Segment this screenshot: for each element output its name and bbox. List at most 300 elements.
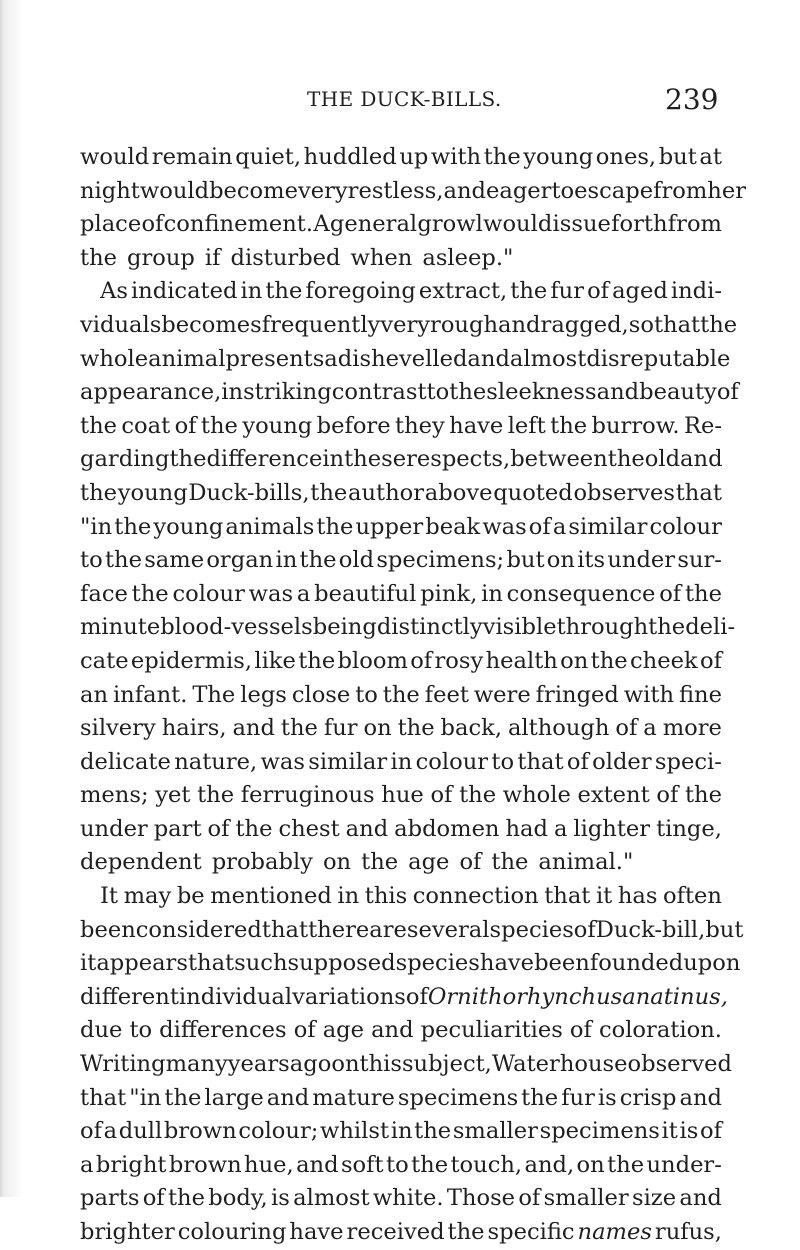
word: in [481,580,503,607]
word: several [406,916,490,943]
word: older [592,748,652,775]
word: of [716,379,739,406]
word: these [344,446,407,473]
word: abdomen [394,815,500,842]
page-binding-edge [0,0,24,1197]
word: the [361,849,399,876]
word: and [371,1017,414,1044]
word: chest [278,815,340,842]
word: different [80,983,179,1010]
word: but [658,144,697,170]
word: connection [412,883,539,910]
word: almost [293,1185,370,1212]
word: crisp [619,1084,677,1111]
word: on [363,715,392,742]
word: of [659,580,682,607]
word: more [662,715,722,742]
word: but [506,547,545,574]
word: of [459,849,482,876]
word: that [80,1084,127,1111]
word: close [291,681,351,708]
word: brown [168,1151,242,1178]
word: soft [340,1151,384,1178]
word: mentioned [210,883,332,910]
word: to [355,681,378,708]
word: Re- [683,412,722,439]
word: contrast [331,379,427,406]
word: it [80,950,97,977]
word: of [142,1185,165,1212]
word: Writing [80,1051,166,1078]
word: specimens; [376,547,505,574]
word: and [596,379,640,406]
word: mens; [80,782,149,809]
body-text [80,141,747,1250]
word: age [408,849,450,876]
word: the [382,681,420,708]
word: delicate [80,748,171,775]
word: years [227,1051,290,1078]
word: organ [206,547,274,574]
word: if [204,244,221,271]
word: anatinus, [622,983,728,1010]
word: legs [240,681,287,708]
word: with [430,144,482,170]
text-line [80,914,744,948]
word: the [684,782,722,809]
word: and [443,177,486,204]
word: similar [568,513,648,540]
word: extent [577,782,650,809]
word: health [485,647,558,674]
word: rufus, [654,1219,722,1245]
word: forth [611,211,668,238]
text-line [80,746,722,780]
word: It [100,883,119,910]
word: striking [243,379,332,406]
word: a [553,815,568,842]
word: a [552,513,567,540]
word: hue [381,782,424,809]
word: subject, [401,1051,492,1078]
word: coloration. [598,1017,722,1044]
word: author [348,479,425,506]
word: the [167,1185,205,1212]
text-line [80,1216,722,1250]
word: very [297,177,348,204]
text-line [80,611,736,645]
word: colour [172,580,245,607]
word: colouring [177,1219,287,1245]
word: of [656,782,679,809]
word: specimens [539,1118,660,1145]
word: pink, [420,580,478,607]
word: such [234,950,288,977]
word: supposed [287,950,396,977]
word: brighter [80,1219,175,1245]
word: the [131,580,169,607]
word: smaller [452,1118,538,1145]
word: issue [552,211,611,238]
word: animal." [538,849,634,876]
word: they [394,412,445,439]
word: to [129,1017,153,1044]
text-line [80,1048,732,1082]
word: the [607,446,645,473]
word: and [296,1151,339,1178]
word: respects, [406,446,511,473]
word: specimens [397,1084,519,1111]
word: indi- [670,278,722,305]
word: a [324,345,338,372]
word: Ornithorhynchus [427,983,623,1010]
word: have [449,412,504,439]
word: received [346,1219,445,1245]
word: colour [415,748,489,775]
word: beautiful [314,580,417,607]
word: the [397,715,435,742]
word: yet [155,782,191,809]
word: confinement. [163,211,314,238]
word: Duck-bills, [188,479,310,506]
word: is [597,1084,617,1111]
word: deli- [685,614,736,641]
word: on [322,849,352,876]
word: the [590,647,628,674]
word: the [80,412,118,439]
word: aged [612,278,668,305]
word: it [661,1118,678,1145]
word: disturbed [230,244,341,271]
word: being [312,614,377,641]
text-line [80,376,739,410]
word: speci- [654,748,722,775]
word: and [498,311,541,338]
word: in [390,1118,413,1145]
word: the [510,278,548,305]
word: coat [121,412,171,439]
word: and [680,446,723,473]
word: white. [372,1185,444,1212]
word: to [385,1151,409,1178]
text-line [80,410,722,444]
word: to [80,547,103,574]
word: the [700,311,738,338]
word: from [667,211,722,238]
word: this [364,883,408,910]
word: large [204,1084,264,1111]
word: in [221,379,244,406]
word: a [296,580,311,607]
word: young [242,412,313,439]
word: ferruginous [240,782,375,809]
word: difference [206,446,323,473]
word: would [483,211,553,238]
word: rough [430,311,499,338]
word: that [517,748,564,775]
word: was [260,748,305,775]
word: between [510,446,608,473]
word: face [80,580,128,607]
word: of [141,211,164,238]
word: this [359,1051,402,1078]
word: the [265,278,303,305]
word: quoted [493,479,573,506]
word: the [299,547,337,574]
word: a [80,1151,94,1178]
word: the [449,379,487,406]
word: of [405,983,428,1010]
word: upper [355,513,424,540]
word: species [395,950,480,977]
word: brown [163,1118,237,1145]
word: of [573,916,596,943]
word: colour [649,513,722,540]
text-line [80,141,722,175]
word: the [169,446,207,473]
word: peculiarities [420,1017,563,1044]
word: sleekness [486,379,597,406]
word: through [556,614,649,641]
word: of [410,647,433,674]
word: old [644,446,681,473]
word: of [587,278,610,305]
word: to [551,177,575,204]
text-line [80,880,722,914]
word: the [298,647,336,674]
word: touch, [450,1151,523,1178]
word: dependent [80,849,202,876]
word: cheek [630,647,698,674]
word: are [369,916,407,943]
word: the [491,849,529,876]
word: a [643,715,657,742]
word: been [80,916,136,943]
word: and [679,1185,722,1212]
word: smaller [543,1185,629,1212]
word: whilst [320,1118,390,1145]
word: almost [509,345,587,372]
word: above [424,479,493,506]
word: on [331,1051,360,1078]
word: the [483,144,521,170]
word: and [266,1084,310,1111]
word: that [653,311,701,338]
word: "in [80,513,113,540]
text-line [80,1149,722,1183]
word: at [699,144,722,170]
word: animal [148,345,226,372]
word: considered [135,916,262,943]
word: before [316,412,391,439]
word: fur [550,278,585,305]
word: specific [487,1219,575,1245]
text-line [80,309,738,343]
text-line [80,544,722,578]
word: foregoing [305,278,416,305]
word: nature, [174,748,258,775]
word: the [104,547,142,574]
word: hue, [244,1151,294,1178]
word: extract, [418,278,508,305]
word: that [261,916,309,943]
word: from [653,177,708,204]
word: lighter [573,815,651,842]
word: appearance, [80,379,222,406]
word: of [207,815,230,842]
word: same [144,547,205,574]
word: due [80,1017,123,1044]
word: young [153,513,224,540]
word: when [350,244,413,271]
word: may [123,883,172,910]
word: beak [425,513,481,540]
word: left [507,412,546,439]
word: individual [178,983,293,1010]
text-line [80,712,722,746]
text-line [80,443,722,477]
text-line [80,947,741,981]
word: on [546,547,575,574]
word: fur [561,1084,595,1111]
word: tinge, [656,815,722,842]
text-line [80,1082,722,1116]
word: had [505,815,548,842]
word: the [164,1084,202,1111]
word: up [399,144,429,170]
word: of [293,1017,316,1044]
word: that [675,479,722,506]
word: under [80,815,148,842]
word: The [192,681,236,708]
word: blood-vessels [160,614,313,641]
word: mature [312,1084,395,1111]
word: of [699,647,722,674]
word: silvery [80,715,156,742]
word: the [80,479,118,506]
text-line [80,242,722,276]
word: the [447,1219,485,1245]
word: of [699,1118,722,1145]
word: animals [225,513,315,540]
word: whole [80,345,149,372]
word: group [127,244,195,271]
word: eager [485,177,552,204]
word: like [254,647,296,674]
word: size [631,1185,677,1212]
word: frequently [261,311,381,338]
word: on [560,647,589,674]
word: young [117,479,188,506]
word: were [473,681,531,708]
word: indicated [130,278,238,305]
word: and [467,345,510,372]
word: old [338,547,375,574]
word: hairs, [161,715,227,742]
word: become [209,177,298,204]
word: would [139,177,210,204]
word: although [507,715,610,742]
word: asleep." [422,244,514,271]
text-line [80,578,722,612]
word: under [607,547,676,574]
word: bright [95,1151,167,1178]
word: garding [80,446,170,473]
word: Duck-bill, [595,916,706,943]
word: the [411,1151,449,1178]
word: restless, [347,177,444,204]
word: under- [646,1151,722,1178]
word: of [518,1185,541,1212]
word: on [576,1151,605,1178]
text-line [80,1115,722,1149]
word: in [322,446,345,473]
word: feet [424,681,469,708]
word: part [153,815,202,842]
text-line [80,645,722,679]
word: founded [589,950,684,977]
word: bloom [337,647,408,674]
word: that [544,883,591,910]
word: is [679,1118,699,1145]
word: fur [323,715,358,742]
word: the [550,412,588,439]
word: rosy [434,647,484,674]
word: differences [159,1017,287,1044]
word: infant. [112,681,188,708]
word: with [623,681,675,708]
word: was [482,513,527,540]
word: distinctly [376,614,483,641]
word: and [679,1084,722,1111]
word: been [534,950,590,977]
word: young [523,144,594,170]
word: ones, [595,144,657,170]
word: the [197,782,235,809]
word: similar [308,748,388,775]
word: observes [573,479,675,506]
word: quiet, [235,144,302,170]
word: the [114,513,152,540]
word: has [617,883,658,910]
word: the [235,815,273,842]
running-header-title: THE DUCK-BILLS. [307,87,502,111]
word: visible [482,614,557,641]
word: and [232,715,275,742]
text-line [80,343,731,377]
word: minute [80,614,161,641]
word: in [240,278,263,305]
text-line [80,679,722,713]
word: of [80,1118,102,1145]
word: A [313,211,330,238]
word: escape [574,177,654,204]
word: Those [446,1185,516,1212]
word: colour; [238,1118,319,1145]
word: dull [118,1118,163,1145]
word: fringed [535,681,619,708]
text-line [80,275,722,309]
word: Waterhouse [491,1051,628,1078]
word: be [176,883,205,910]
word: the [459,782,497,809]
word: observed [627,1051,732,1078]
word: becomes [161,311,262,338]
word: growl [417,211,483,238]
word: general [329,211,418,238]
word: it [595,883,613,910]
word: so [628,311,654,338]
